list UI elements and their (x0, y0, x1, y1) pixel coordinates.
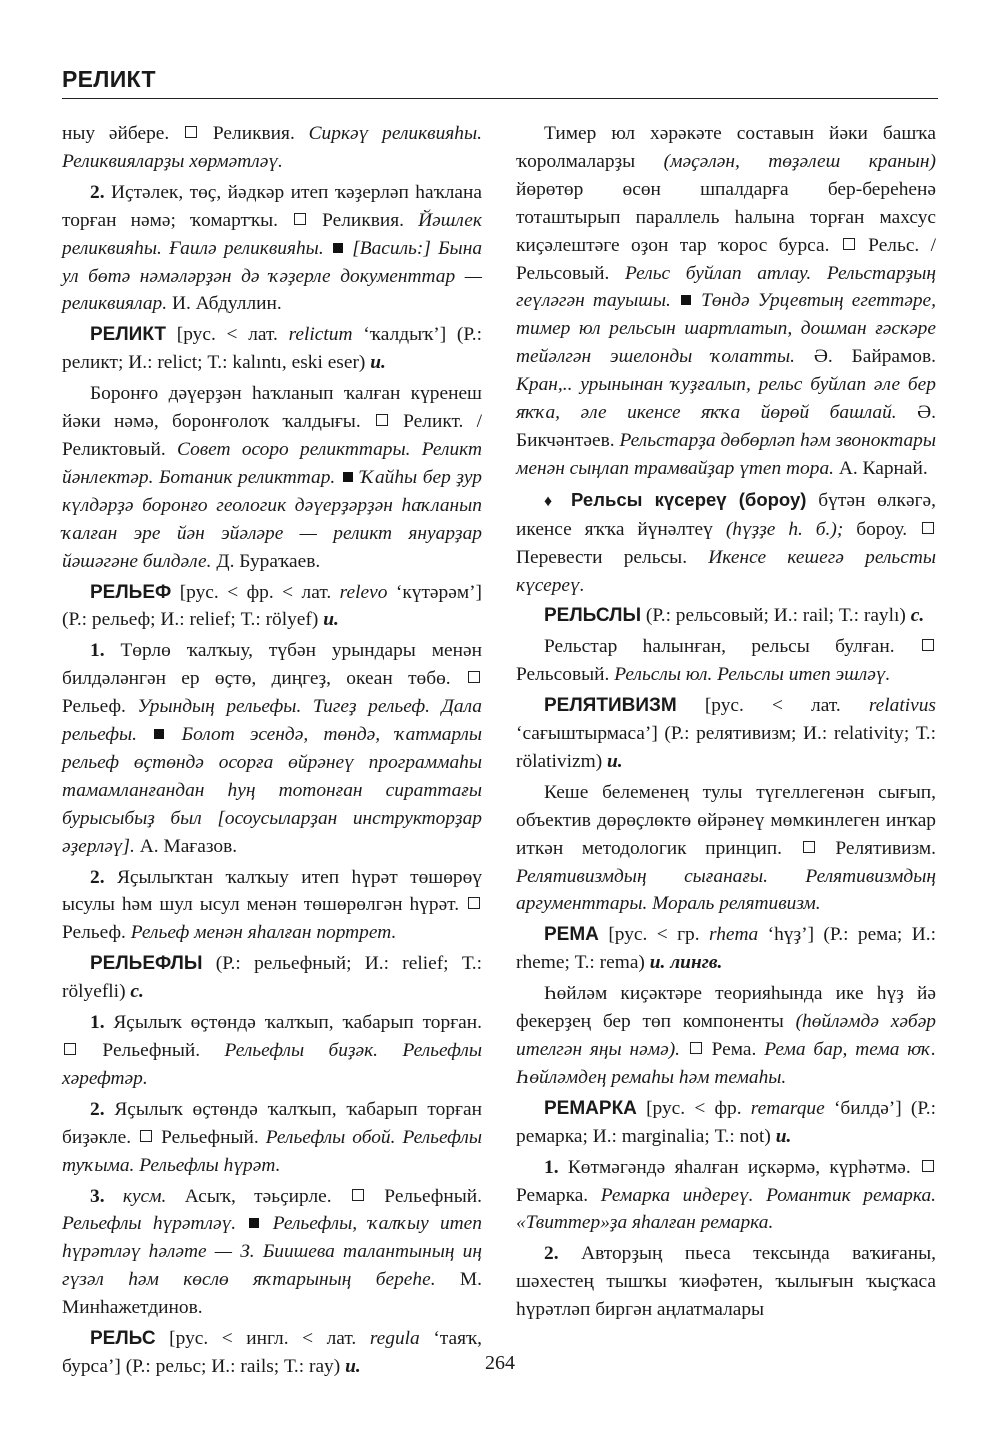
definition-paragraph: Һөйләм киҫәктәре теорияһында ике һүҙ йә фекерҙең бер төп компоненты (һөйләмдә хәбәр ителгән яңы нәмә). Рема. Рема бар, тема юҡ. Һөйләмдең ремаһы һәм темаһы. (516, 983, 936, 1088)
header-rule (62, 98, 938, 99)
sense-paragraph: 2. Авторҙың пьеса тексында ваҡиғаны, шәхестең тышҡы ҡиәфәтен, ҡылығын ҡыҫҡаса һүрәтләп биргән аңлатмалары (516, 1243, 936, 1321)
phrase-paragraph: ♦ Рельсы күсереү (бороу) бүтән өлкәгә, икенсе яҡҡа йүнәлтеү (һүҙҙе һ. б.); бороу. Перевести рельсы. Икенсе кешегә рельсты күсереү. (516, 488, 936, 596)
right-column (516, 120, 936, 1327)
definition-paragraph: Рельстар һалынған, рельсы булған. Рельсовый. Рельслы юл. Рельслы итеп эшләү. (516, 633, 936, 689)
black-square-icon (154, 729, 164, 739)
sense-paragraph: 2. Яҫылыҡ өҫтөндә ҡалҡып, ҡабарып торған биҙәкле. Рельефный. Рельефлы обой. Рельефлы туҡыма. Рельефлы һүрәт. (62, 1098, 482, 1176)
white-square-icon (140, 1130, 152, 1142)
black-square-icon (343, 472, 353, 482)
white-square-icon (185, 126, 197, 138)
white-square-icon (922, 639, 934, 651)
definition-paragraph: Боронғо дәүерҙән һаҡланып ҡалған күренеш йәки нәмә, боронғолоҡ ҡалдығы. Реликт. / Реликтовый. Совет осоро реликттары. Реликт йәнлектәр. Ботаник реликттар. Ҡайһы бер ҙур күлдәрҙә боронғо геологик дәүерҙәрҙән һаҡланып ҡалған эре йән эйәләре — реликт януарҙар йәшәгәне билдәле. Д. Бураҡаев. (62, 383, 482, 572)
entry-rels: РЕЛЬС [рус. < ингл. < лат. regula ‘таяҡ, бурса’] (Р.: рельс; И.: rails; Т.: ray) и. (62, 1328, 482, 1377)
sense-paragraph: 1. Яҫылыҡ өҫтөндә ҡалҡып, ҡабарып торған. Рельефный. Рельефлы биҙәк. Рельефлы хәрефтәр. (62, 1012, 482, 1089)
sense-paragraph: 1. Көтмәгәндә яһалған иҫкәрмә, күрһәтмә. Ремарка. Ремарка индереү. Романтик ремарка. «Твиттер»ҙа яһалған ремарка. (516, 1156, 936, 1234)
entry-relsly: РЕЛЬСЛЫ (Р.: рельсовый; И.: rail; Т.: raylı) с. (544, 605, 925, 627)
white-square-icon (922, 522, 934, 534)
white-square-icon (468, 897, 480, 909)
sense-paragraph: 2. Яҫылыҡтан ҡалҡыу итеп һүрәт төшөрөү ысулы һәм шул ысул менән төшөрөлгән һүрәт. Рельеф. Рельеф менән яһалған портрет. (62, 866, 482, 944)
black-square-icon (249, 1218, 259, 1228)
black-square-icon (681, 295, 691, 305)
white-square-icon (294, 213, 306, 225)
entry-remarka: РЕМАРКА [рус. < фр. remarque ‘билдә’] (Р.: ремарка; И.: marginalia; Т.: not) и. (516, 1097, 936, 1147)
page-header-title: РЕЛИКТ (62, 66, 156, 92)
headword: РЕМА (544, 924, 599, 946)
entry-relikt: РЕЛИКТ [рус. < лат. relictum ‘ҡалдыҡ’] (Р.: реликт; И.: relict; Т.: kalıntı, eski eser) и. (62, 324, 482, 374)
white-square-icon (803, 841, 815, 853)
headword: РЕЛЬС (90, 1328, 156, 1350)
diamond-icon: ♦ (544, 492, 560, 510)
white-square-icon (690, 1042, 702, 1054)
white-square-icon (376, 414, 388, 426)
entry-continuation: ныу әйбере. Реликвия. Сиркәү реликвияһы. Реликвияларҙы хөрмәтләү. (62, 123, 482, 172)
white-square-icon (468, 671, 480, 683)
white-square-icon (64, 1043, 76, 1055)
sense-paragraph: 2. Иҫтәлек, төҫ, йәдкәр итеп ҡәҙерләп һаҡлана торған нәмә; ҡомартҡы. Реликвия. Йәшлек реликвияһы. Ғаилә реликвияһы. [Василь:] Бына ул бөтә нәмәләрҙән дә ҡәҙерле документтар — реликвиялар. И. Абдуллин. (62, 181, 483, 315)
entry-releflu: РЕЛЬЕФЛЫ (Р.: рельефный; И.: relief; Т.: rölyefli) с. (62, 953, 482, 1003)
headword: РЕЛЬЕФ (90, 581, 172, 603)
headword: РЕЛЯТИВИЗМ (544, 695, 677, 717)
white-square-icon (922, 1160, 934, 1172)
sense-paragraph: 1. Төрлө ҡалҡыу, түбән урындары менән билдәләнгән ер өҫтө, диңгеҙ, океан төбө. Рельеф. Урындың рельефы. Тигеҙ рельеф. Дала рельефы. Болот эсендә, төндә, ҡатмарлы рельеф өҫтөндә осорға өйрәнеү программаһы тамамланғандан һуң тотонған сираттағы бурысыбыҙ был [осоусыларҙан инструкторҙар әҙерләү]. А. Мағазов. (62, 640, 482, 857)
headword: РЕЛЬСЛЫ (544, 605, 642, 627)
entry-rema: РЕМА [рус. < гр. rhema ‘һүҙ’] (Р.: рема; И.: rheme; Т.: rema) и. лингв. (516, 924, 936, 974)
black-square-icon (333, 243, 343, 253)
headword: РЕЛИКТ (90, 324, 167, 346)
definition-paragraph: Тимер юл хәрәкәте составын йәки башҡа ҡоролмаларҙы (мәҫәлән, төҙәлеш кранын) йөрөтөр өсөн шпалдарға бер-береһенә тоташтырып параллель һалына торған махсус киҫәлештәге оҙон тар ҡорос бурса. Рельс. / Рельсовый. Рельс буйлап атлау. Рельстарҙың геүләгән тауышы. Төндә Урцевтың егеттәре, тимер юл рельсын шартлатып, дошман ғәскәре тейәлгән эшелонды ҡолатты. Ә. Байрамов. Кран,.. урынынан ҡуҙғалып, рельс буйлап әле бер яҡҡа, әле икенсе яҡҡа йөрөй башлай. Ә. Бикчәнтәев. Рельстарҙа дөбөрләп һәм звоноктары менән сыңлап трамвайҙар үтеп тора. А. Карнай. (516, 123, 936, 479)
definition-paragraph: Кеше белеменең тулы түгеллегенән сығып, объектив дөрөҫлөктө өйрәнеү мөмкинлеген инҡар иткән методологик принцип. Релятивизм. Релятивизмдың сығанағы. Релятивизмдың аргументтары. Мораль релятивизм. (516, 781, 936, 915)
white-square-icon (843, 238, 855, 250)
page-number: 264 (485, 1352, 515, 1374)
entry-relef: РЕЛЬЕФ [рус. < фр. < лат. relevo ‘күтәрәм’] (Р.: рельеф; И.: relief; Т.: rölyef) и. (62, 581, 483, 631)
sense-paragraph: 3. кусм. Асыҡ, тәьҫирле. Рельефный. Рельефлы һүрәтләү. Рельефлы, ҡалҡыу итеп һүрәтләү һәләте — З. Биишева талантының иң гүзәл һәм көслө яҡтарының береһе. М. Минһажетдинов. (62, 1185, 482, 1319)
headword: РЕЛЬЕФЛЫ (90, 953, 203, 975)
headword: РЕМАРКА (544, 1097, 637, 1119)
white-square-icon (352, 1189, 364, 1201)
entry-relyativizm: РЕЛЯТИВИЗМ [рус. < лат. relativus ‘сағыштырмаса’] (Р.: релятивизм; И.: relativity; Т.: rölativizm) и. (516, 695, 936, 772)
left-column (62, 120, 482, 1384)
